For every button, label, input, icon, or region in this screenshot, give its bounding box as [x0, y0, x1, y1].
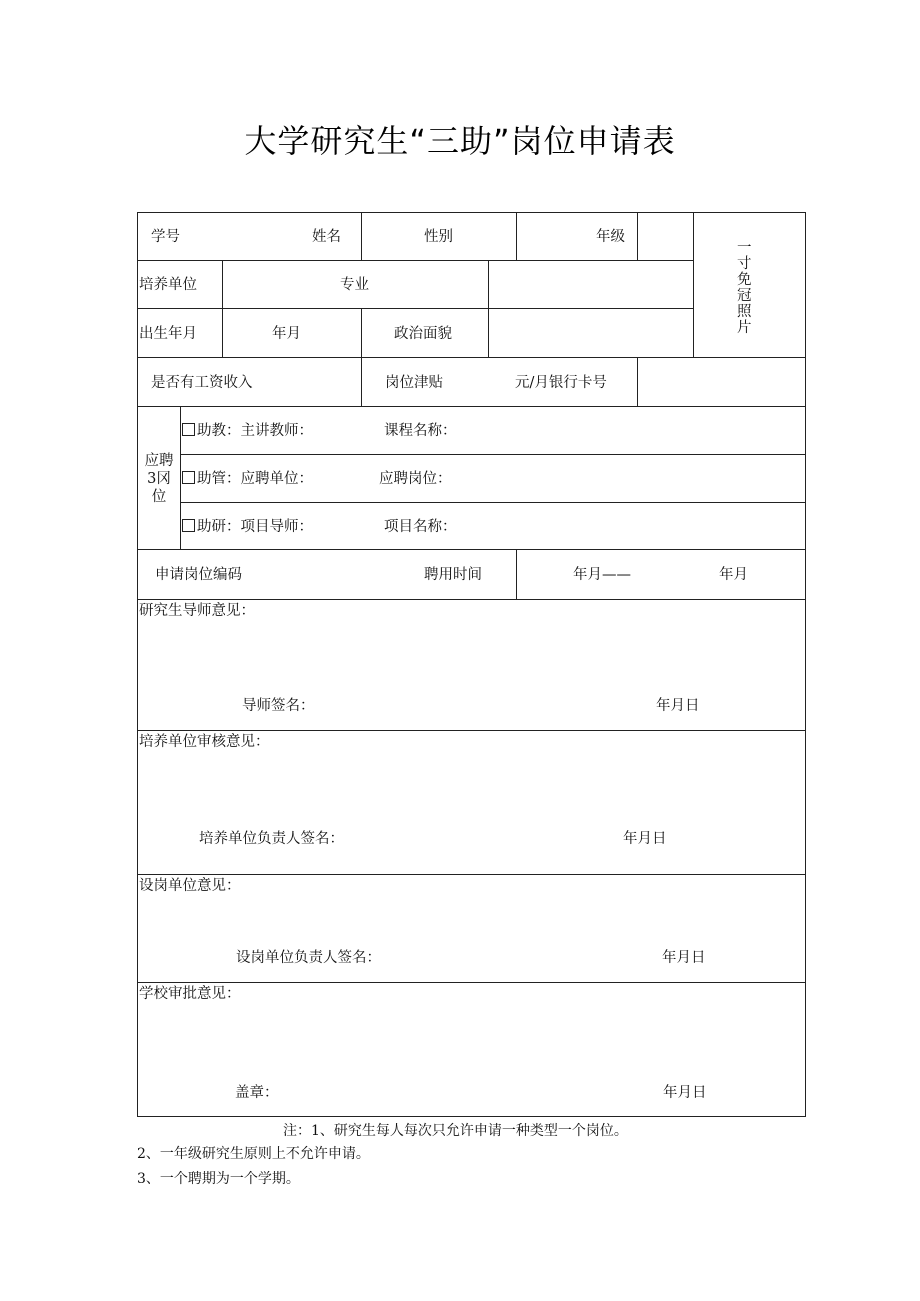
ra-option[interactable] [182, 518, 313, 536]
note-2: 2、一年级研究生原则上不允许申请。 [137, 1146, 370, 1162]
admin-option[interactable] [182, 470, 313, 488]
table-border-bottom [137, 1116, 806, 1117]
col-divider [361, 357, 362, 407]
ta-label: 助教：主讲教师： [197, 423, 313, 439]
post-unit-date-label: 年月日 [662, 950, 706, 966]
unit-head-signature-label: 培养单位负责人签名： [199, 831, 344, 847]
post-unit-signature-label: 设岗单位负责人签名： [236, 950, 381, 966]
course-name-label: 课程名称： [384, 423, 457, 439]
apply-label-line: 3冈 [147, 471, 171, 487]
grade-label: 年级 [596, 229, 625, 245]
training-unit-label: 培养单位 [139, 277, 197, 293]
note-3: 3、一个聘期为一个学期。 [137, 1171, 300, 1187]
school-date-label: 年月日 [663, 1085, 707, 1101]
apply-position-label [139, 452, 179, 506]
ra-label: 助研：项目导师： [197, 519, 313, 535]
row-divider [137, 357, 806, 358]
unit-review-header: 培养单位审核意见： [139, 734, 270, 750]
row-divider [137, 730, 806, 731]
col-divider [637, 212, 638, 261]
apply-label-line: 位 [151, 489, 167, 505]
col-divider [637, 357, 638, 407]
row-divider [180, 502, 806, 503]
ra-checkbox[interactable] [182, 519, 195, 532]
row-divider [180, 454, 806, 455]
gender-label: 性别 [424, 229, 453, 245]
position-name-label: 应聘岗位： [379, 471, 452, 487]
birth-date-label: 出生年月 [139, 326, 197, 342]
bank-card-label: 元/月银行卡号 [515, 375, 607, 391]
major-label: 专业 [340, 277, 369, 293]
col-divider [693, 212, 694, 358]
admin-checkbox[interactable] [182, 471, 195, 484]
row-divider [137, 308, 693, 309]
advisor-opinion-header: 研究生导师意见： [139, 603, 255, 619]
apply-label-line: 应聘 [144, 453, 174, 469]
advisor-date-label: 年月日 [656, 698, 700, 714]
note-1: 注：1、研究生每人每次只允许申请一种类型一个岗位。 [283, 1123, 628, 1139]
salary-income-label: 是否有工资收入 [151, 375, 253, 391]
row-divider [137, 549, 806, 550]
political-status-label: 政治面貌 [394, 326, 452, 342]
project-name-label: 项目名称： [384, 519, 457, 535]
allowance-label: 岗位津贴 [385, 375, 443, 391]
admin-label: 助管：应聘单位： [197, 471, 313, 487]
page-title: 大学研究生“三助”岗位申请表 [244, 122, 676, 160]
row-divider [137, 260, 693, 261]
col-divider [361, 308, 362, 358]
ta-checkbox[interactable] [182, 423, 195, 436]
position-code-label: 申请岗位编码 [155, 567, 242, 583]
row-divider [137, 874, 806, 875]
col-divider [222, 260, 223, 358]
period-to: 年月 [719, 567, 748, 583]
photo-placeholder: 一寸免冠照片 [737, 240, 752, 336]
table-border-top [137, 212, 806, 213]
advisor-signature-label: 导师签名： [242, 698, 315, 714]
birth-date-value: 年月 [272, 326, 301, 342]
col-divider [180, 406, 181, 550]
col-divider [516, 549, 517, 600]
employment-period-label: 聘用时间 [424, 567, 482, 583]
seal-label: 盖章： [235, 1085, 279, 1101]
post-unit-opinion-header: 设岗单位意见： [139, 878, 241, 894]
student-id-label: 学号 [151, 229, 180, 245]
row-divider [137, 406, 806, 407]
col-divider [516, 212, 517, 261]
row-divider [137, 599, 806, 600]
row-divider [137, 982, 806, 983]
period-from: 年月—— [573, 567, 631, 583]
ta-option[interactable] [182, 422, 313, 440]
school-approval-header: 学校审批意见： [139, 986, 241, 1002]
col-divider [488, 260, 489, 358]
name-label: 姓名 [312, 229, 341, 245]
unit-date-label: 年月日 [623, 831, 667, 847]
col-divider [361, 212, 362, 261]
